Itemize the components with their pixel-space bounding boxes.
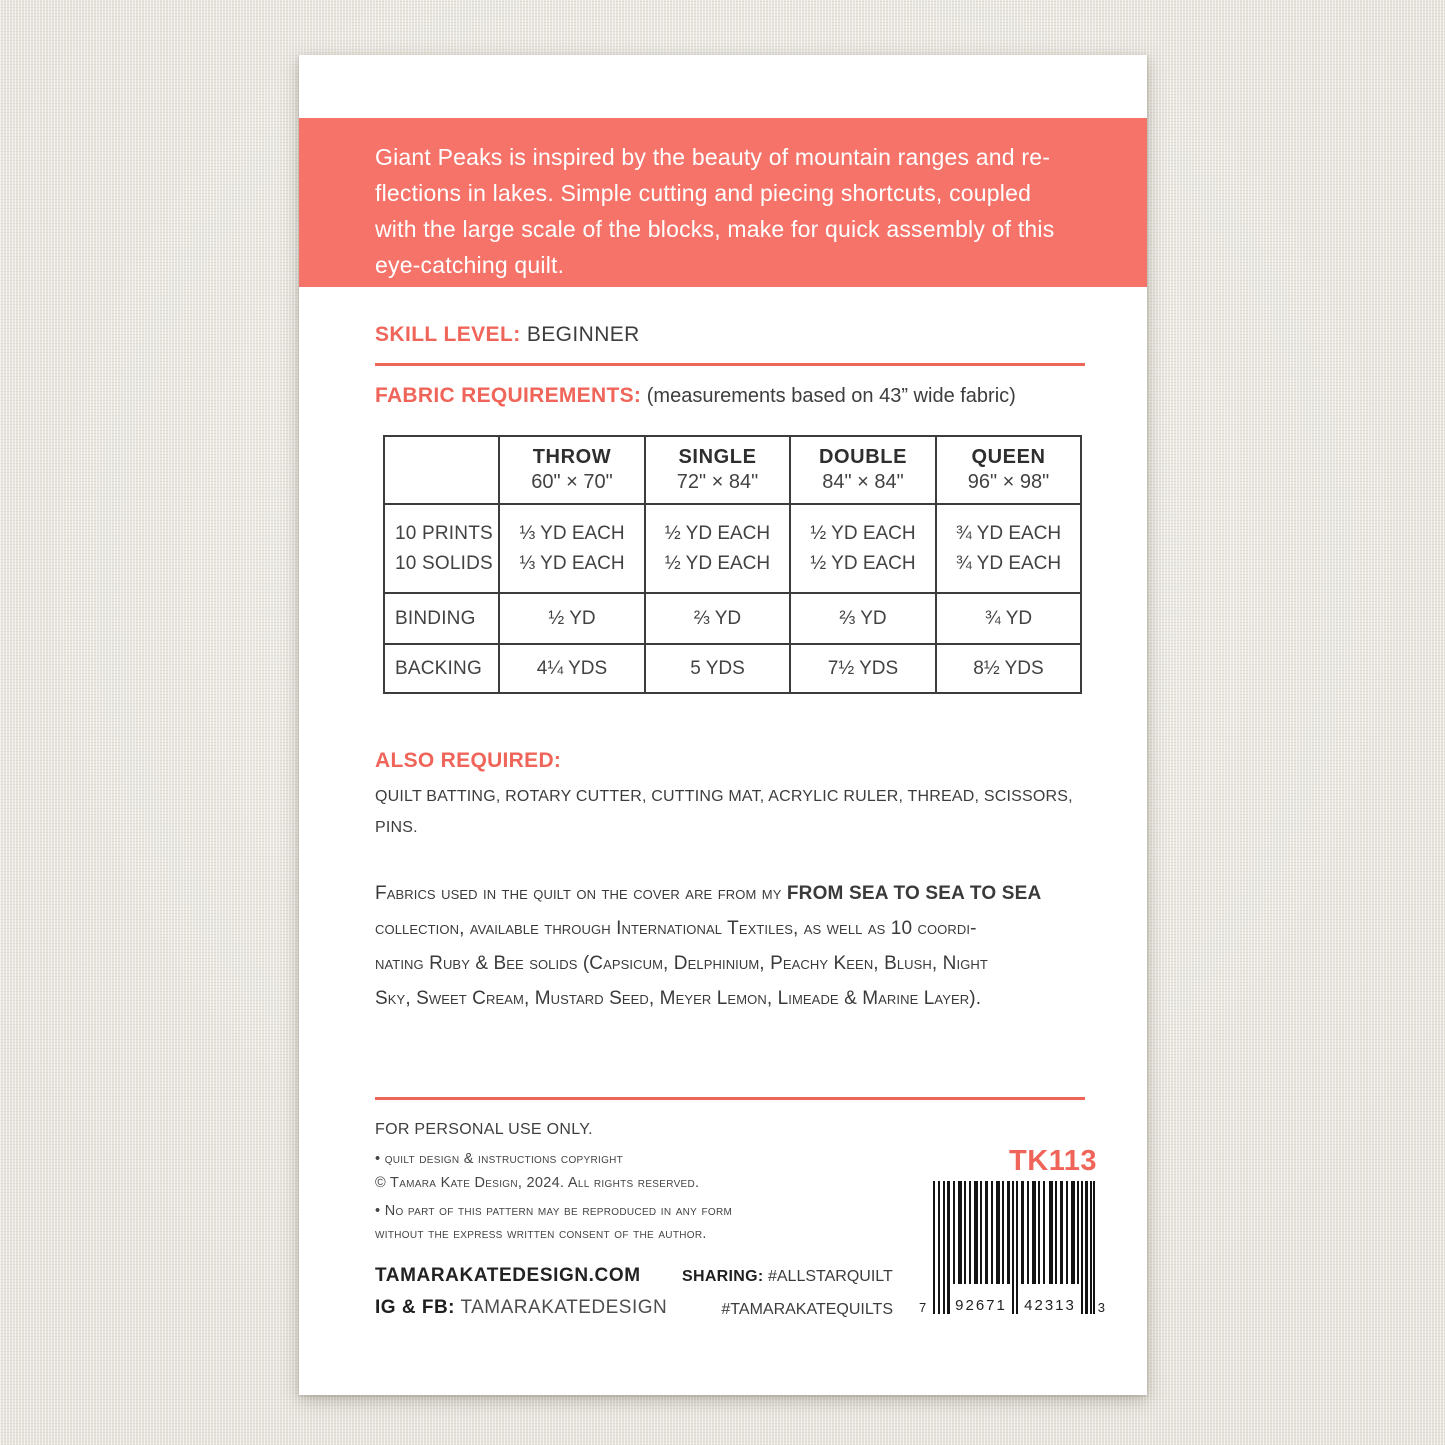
cell-value: ½ YD EACH bbox=[664, 552, 771, 574]
description-line: with the large scale of the blocks, make for quick assembly of this bbox=[375, 216, 1055, 242]
fabrics-note-line: nating Ruby & Bee solids (Capsicum, Delphinium, Peachy Keen, Blush, Night bbox=[375, 953, 988, 974]
fabrics-note-line: collection, available through International Textiles, as well as 10 coordi- bbox=[375, 918, 977, 939]
cell-value: ¾ YD EACH bbox=[955, 552, 1062, 574]
cell-value: ⅓ YD EACH bbox=[519, 522, 625, 544]
ig-fb-handle: TAMARAKATEDESIGN bbox=[460, 1297, 668, 1318]
website-url: TAMARAKATEDESIGN.COM bbox=[375, 1265, 641, 1286]
divider-rule bbox=[375, 363, 1085, 366]
cell-value: 8½ YDS bbox=[936, 644, 1081, 693]
cell-value: ½ YD EACH bbox=[664, 522, 771, 544]
cell-value: ⅔ YD bbox=[645, 593, 790, 644]
sharing-row bbox=[682, 1268, 893, 1286]
upc-barcode bbox=[919, 1181, 1105, 1321]
table-row-backing bbox=[384, 644, 1081, 693]
barcode-bars bbox=[933, 1181, 1095, 1314]
column-size: 72" × 84" bbox=[676, 471, 759, 493]
skill-level-row bbox=[375, 323, 640, 347]
row-label: BINDING bbox=[384, 593, 499, 644]
cell-value: ¾ YD EACH bbox=[955, 522, 1062, 544]
table-row-prints-solids bbox=[384, 504, 1081, 593]
barcode-lead-digit: 7 bbox=[919, 1300, 927, 1315]
column-header-single bbox=[645, 436, 790, 504]
ig-fb-label: IG & FB: bbox=[375, 1297, 455, 1318]
fabrics-note-line: Sky, Sweet Cream, Mustard Seed, Meyer Lemon, Limeade & Marine Layer). bbox=[375, 988, 982, 1009]
fabric-requirements-note: (measurements based on 43” wide fabric) bbox=[646, 385, 1016, 407]
ig-fb-row bbox=[375, 1297, 667, 1319]
also-required-body bbox=[375, 781, 1073, 843]
reproduction-line: without the express written consent of the author. bbox=[375, 1226, 707, 1242]
copyright-line: © Tamara Kate Design, 2024. All rights reserved. bbox=[375, 1175, 700, 1191]
fabrics-note-text: Fabrics used in the quilt on the cover are from my bbox=[375, 883, 787, 904]
table-cell bbox=[790, 504, 936, 593]
row-label: BACKING bbox=[384, 644, 499, 693]
table-corner-cell bbox=[384, 436, 499, 504]
also-required-line: PINS. bbox=[375, 819, 418, 836]
pattern-code: TK113 bbox=[1009, 1145, 1097, 1177]
skill-level-value: BEGINNER bbox=[526, 323, 640, 346]
column-header-double bbox=[790, 436, 936, 504]
row-label-cell bbox=[384, 504, 499, 593]
column-size: 60" × 70" bbox=[531, 471, 613, 493]
description-line: flections in lakes. Simple cutting and piecing shortcuts, coupled bbox=[375, 180, 1032, 206]
cell-value: ½ YD EACH bbox=[810, 552, 916, 574]
table-cell bbox=[645, 504, 790, 593]
barcode-digits-left: 92671 bbox=[955, 1297, 1007, 1314]
skill-level-label: SKILL LEVEL: bbox=[375, 323, 521, 346]
copyright-bullet: • quilt design & instructions copyright bbox=[375, 1151, 624, 1167]
fabrics-note-paragraph bbox=[375, 876, 1041, 1016]
cell-value: 5 YDS bbox=[645, 644, 790, 693]
cell-value: 4¼ YDS bbox=[499, 644, 645, 693]
reproduction-bullet: • No part of this pattern may be reproduced in any form bbox=[375, 1203, 733, 1219]
cell-value: ½ YD EACH bbox=[810, 522, 916, 544]
column-name: SINGLE bbox=[678, 446, 757, 468]
column-name: THROW bbox=[532, 446, 612, 468]
sharing-hashtag: #ALLSTARQUILT bbox=[767, 1268, 893, 1285]
footer-rule bbox=[375, 1097, 1085, 1100]
fabric-requirements-heading: FABRIC REQUIREMENTS: bbox=[375, 384, 642, 407]
personal-use-note: FOR PERSONAL USE ONLY. bbox=[375, 1121, 593, 1138]
row-label: 10 PRINTS bbox=[395, 522, 493, 544]
fabrics-note-line bbox=[375, 876, 1041, 911]
cell-value: ½ YD bbox=[499, 593, 645, 644]
cell-value: ¾ YD bbox=[936, 593, 1081, 644]
column-header-throw bbox=[499, 436, 645, 504]
table-cell bbox=[936, 504, 1081, 593]
column-header-queen bbox=[936, 436, 1081, 504]
fabric-requirements-table bbox=[383, 435, 1082, 694]
collection-name: FROM SEA TO SEA TO SEA bbox=[786, 883, 1042, 904]
description-line: Giant Peaks is inspired by the beauty of mountain ranges and re- bbox=[375, 144, 1051, 170]
barcode-check-digit: 3 bbox=[1097, 1300, 1105, 1315]
column-name: DOUBLE bbox=[818, 446, 908, 468]
fabric-requirements-row bbox=[375, 384, 1016, 408]
pattern-back-card bbox=[299, 55, 1147, 1395]
table-cell bbox=[499, 504, 645, 593]
description-band bbox=[299, 118, 1147, 287]
table-row-binding bbox=[384, 593, 1081, 644]
also-required-line: QUILT BATTING, ROTARY CUTTER, CUTTING MAT, ACRYLIC RULER, THREAD, SCISSORS, bbox=[375, 788, 1073, 805]
also-required-heading: ALSO REQUIRED: bbox=[375, 749, 562, 772]
row-label: 10 SOLIDS bbox=[395, 552, 493, 574]
cell-value: 7½ YDS bbox=[790, 644, 936, 693]
column-name: QUEEN bbox=[971, 446, 1046, 468]
column-size: 96" × 98" bbox=[967, 471, 1050, 493]
cell-value: ⅓ YD EACH bbox=[519, 552, 625, 574]
description-line: eye-catching quilt. bbox=[375, 252, 565, 278]
quilts-hashtag: #TAMARAKATEQUILTS bbox=[721, 1301, 893, 1318]
cell-value: ⅔ YD bbox=[790, 593, 936, 644]
column-size: 84" × 84" bbox=[822, 471, 904, 493]
barcode-digits-right: 42313 bbox=[1024, 1297, 1076, 1314]
sharing-label: SHARING: bbox=[682, 1268, 764, 1285]
